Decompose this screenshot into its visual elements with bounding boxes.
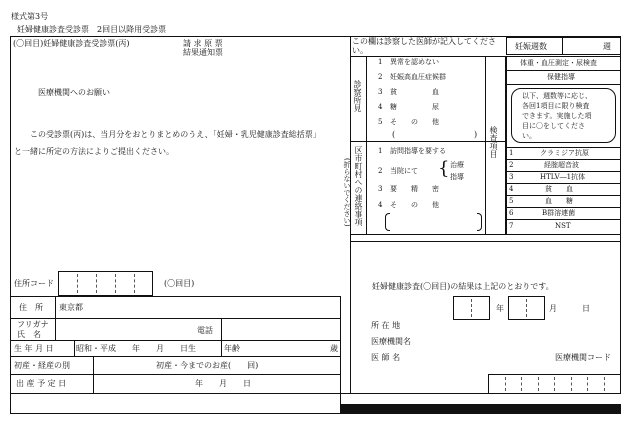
doctor-note-line-1: この欄は診察した医師が記入してくださ bbox=[352, 37, 496, 46]
due-date-value[interactable]: 年 月 日 bbox=[195, 379, 251, 388]
bottom-blank-strip bbox=[10, 394, 341, 414]
address-value[interactable]: 東京都 bbox=[59, 303, 83, 312]
facility-name-label: 医療機関名 bbox=[371, 337, 411, 346]
exam-items-vertical-label: 検査項目 bbox=[489, 126, 498, 158]
instruction-line-5: い。 bbox=[522, 132, 536, 140]
test-transvaginal-ultrasound[interactable]: 経腟超音波 bbox=[544, 161, 579, 169]
finding-hypertension[interactable]: 妊娠高血圧症候群 bbox=[390, 73, 446, 81]
black-bar bbox=[341, 404, 621, 414]
finding-anemia[interactable]: 貧 血 bbox=[390, 88, 439, 96]
result-notice-label: 結果通知票 bbox=[183, 48, 223, 57]
treatment-brace: { bbox=[438, 158, 450, 179]
parity-label: 初産・経産の別 bbox=[14, 361, 70, 370]
left-title: (〇回目)妊婦健康診査受診票(丙) bbox=[13, 39, 130, 48]
instruction-line-4: 目に〇をしてくださ bbox=[522, 122, 585, 130]
test-group-b-strep[interactable]: B群溶連菌 bbox=[542, 209, 576, 217]
parity-value[interactable]: 初産・今までのお産( 回) bbox=[156, 361, 259, 370]
request-label: 請 求 原 票 bbox=[183, 39, 223, 48]
finding-other[interactable]: そ の 他 bbox=[390, 118, 439, 126]
test-blood-sugar[interactable]: 血 糖 bbox=[545, 197, 573, 205]
greeting: 医療機関へのお願い bbox=[38, 88, 110, 97]
instruction-line-2: 各回1項目に限り検査 bbox=[522, 102, 590, 110]
address-code-box[interactable] bbox=[58, 271, 153, 296]
day-label: 日 bbox=[582, 304, 590, 313]
dob-label: 生 年 月 日 bbox=[14, 344, 54, 353]
contact-guidance[interactable]: 指導 bbox=[450, 173, 464, 181]
contact-treatment[interactable]: 治療 bbox=[450, 161, 464, 169]
test-nst[interactable]: NST bbox=[555, 222, 571, 230]
facility-code-label: 医療機関コード bbox=[555, 353, 611, 362]
visit-count: (〇回目) bbox=[164, 279, 195, 288]
pregnancy-weeks-label: 妊娠週数 bbox=[515, 42, 547, 51]
findings-vertical-label: 診察所見 bbox=[353, 80, 362, 112]
form-subtitle: 妊婦健康診査受診票 2回目以降用受診票 bbox=[17, 25, 167, 34]
pregnancy-weeks-unit: 週 bbox=[603, 42, 611, 51]
doctor-note-line-2: い。 bbox=[352, 46, 368, 55]
form-number: 様式第3号 bbox=[11, 12, 49, 21]
address-label: 住 所 bbox=[19, 303, 43, 312]
dob-value[interactable]: 昭和・平成 年 月 日生 bbox=[76, 344, 196, 353]
test-htlv1[interactable]: HTLV―1抗体 bbox=[540, 173, 586, 181]
body-line-2: と一緒に所定の方法によりご提出ください。 bbox=[14, 147, 174, 156]
contact-detailed-exam[interactable]: 要 精 密 bbox=[390, 185, 439, 193]
do-not-fold-note: (折らないでください) bbox=[343, 158, 351, 227]
due-date-label: 出 産 予 定 日 bbox=[16, 379, 67, 388]
health-guidance: 保健指導 bbox=[547, 73, 575, 81]
age-label: 年齢 bbox=[224, 344, 240, 353]
location-label: 所 在 地 bbox=[371, 321, 401, 330]
year-label: 年 bbox=[496, 304, 504, 313]
finding-other-open-paren: ( bbox=[392, 130, 396, 139]
municipal-vertical-label: 区市町村への連絡事項 bbox=[354, 146, 363, 226]
body-line-1: この受診票(丙)は、当月分をおとりまとめのうえ、「妊婦・乳児健康診査総括票」 bbox=[30, 130, 321, 139]
test-chlamydia[interactable]: クラミジア抗原 bbox=[540, 149, 589, 157]
instruction-line-1: 以下、週数等に応じ、 bbox=[522, 92, 592, 100]
contact-visit-guidance[interactable]: 訪問指導を要する bbox=[390, 147, 446, 155]
result-statement: 妊婦健康診査(〇回目)の結果は上記のとおりです。 bbox=[372, 282, 554, 291]
basic-checks: 体重・血圧測定・尿検査 bbox=[520, 59, 597, 67]
phone-label: 電話 bbox=[197, 326, 213, 335]
furigana-label: フリガナ bbox=[17, 320, 49, 329]
month-label: 月 bbox=[549, 304, 557, 313]
instruction-line-3: できます。実施した項 bbox=[522, 112, 592, 120]
address-code-label: 住所コード bbox=[14, 279, 54, 288]
test-anemia[interactable]: 貧 血 bbox=[545, 185, 573, 193]
finding-other-close-paren: ) bbox=[474, 130, 478, 139]
contact-at-clinic[interactable]: 当院にて bbox=[390, 167, 418, 175]
doctor-name-label: 医 師 名 bbox=[371, 353, 401, 362]
finding-normal[interactable]: 異常を認めない bbox=[390, 58, 439, 66]
name-label: 氏 名 bbox=[17, 330, 41, 339]
finding-diabetes[interactable]: 糖 尿 bbox=[390, 103, 439, 111]
age-unit: 歳 bbox=[330, 344, 338, 353]
contact-other[interactable]: そ の 他 bbox=[390, 201, 439, 209]
